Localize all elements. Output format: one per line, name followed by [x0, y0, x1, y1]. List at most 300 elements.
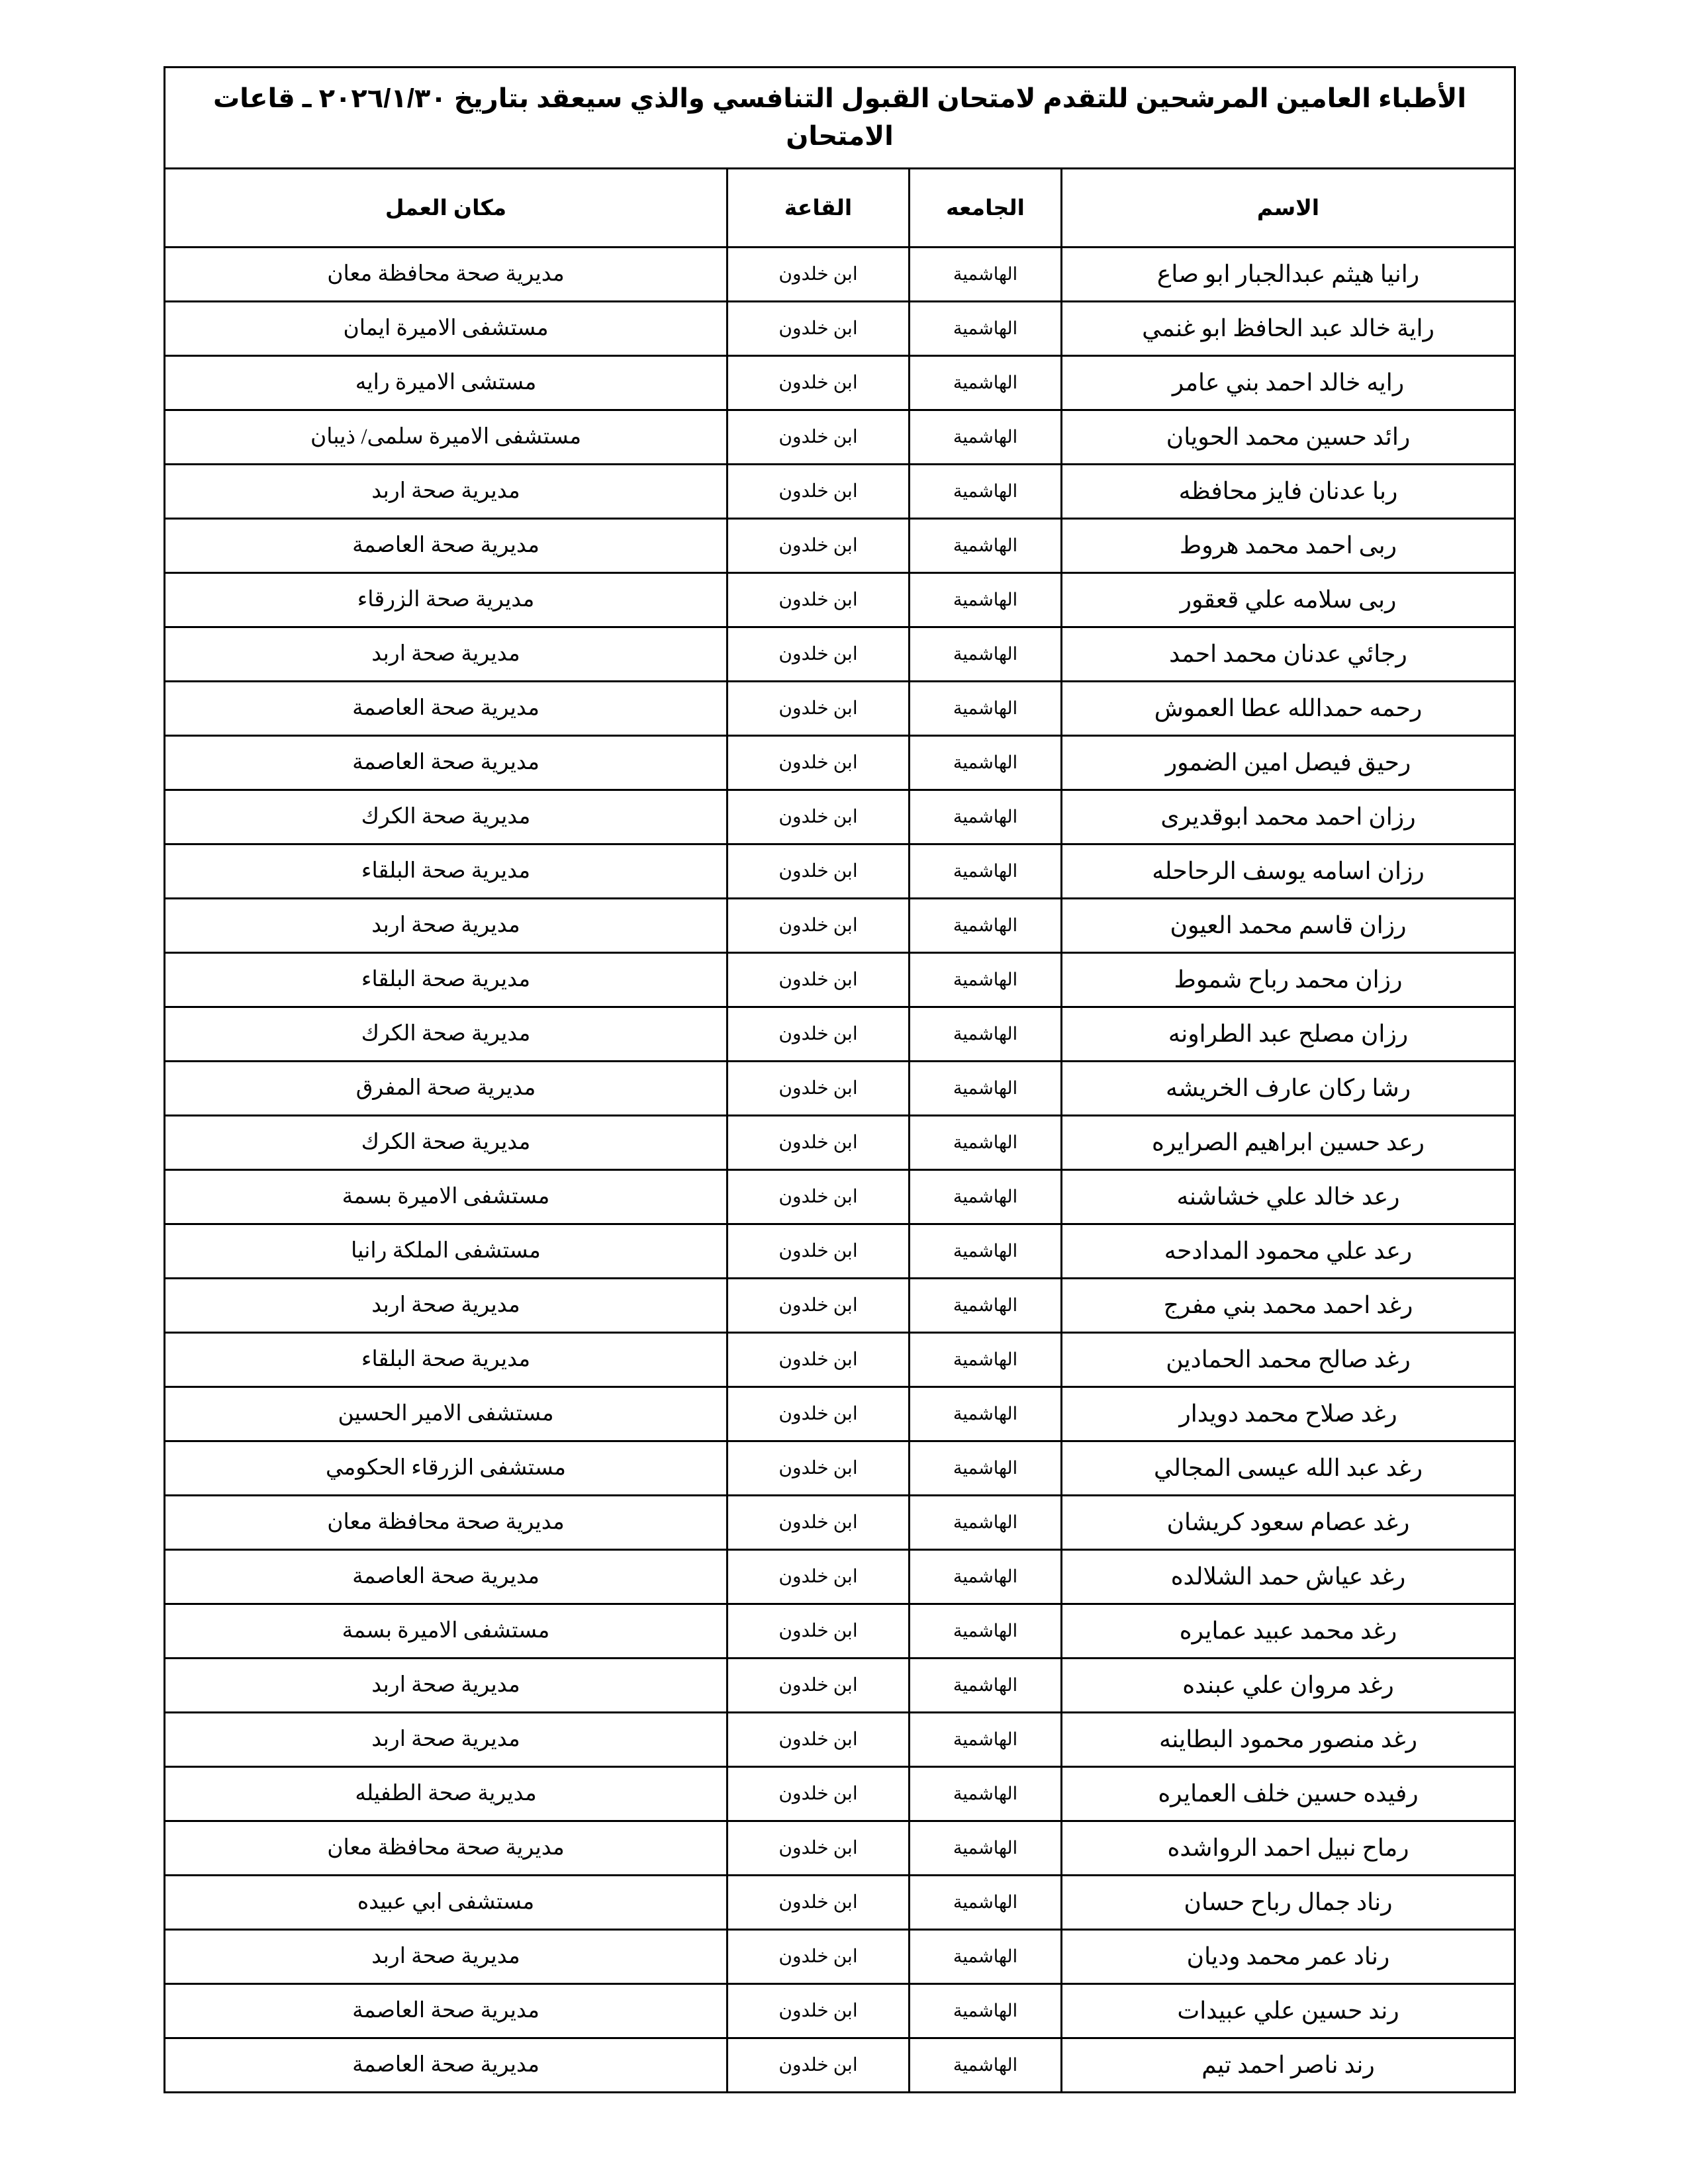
candidate-workplace: مديرية صحة العاصمة — [352, 1998, 539, 2023]
candidate-name: رايه خالد احمد بني عامر — [1172, 369, 1405, 396]
candidate-name-cell — [1062, 573, 1515, 627]
candidate-workplace: مديرية صحة الزرقاء — [357, 587, 535, 612]
candidate-workplace-cell — [165, 844, 727, 899]
candidate-university-cell — [910, 736, 1062, 790]
candidate-workplace-cell — [165, 1496, 727, 1550]
table-row — [165, 1550, 1515, 1604]
candidate-hall: ابن خلدون — [778, 1512, 858, 1533]
table-row — [165, 1116, 1515, 1170]
candidate-workplace: مستشفى الاميرة سلمى/ ذيبان — [310, 424, 582, 449]
candidate-workplace-cell — [165, 1333, 727, 1387]
candidate-hall-cell — [727, 248, 910, 302]
candidate-workplace: مديرية صحة البلقاء — [361, 967, 531, 991]
table-row — [165, 1821, 1515, 1876]
table-row — [165, 1876, 1515, 1930]
candidate-name: رزان قاسم محمد العيون — [1170, 912, 1407, 938]
candidate-hall: ابن خلدون — [778, 1946, 858, 1967]
candidate-university-cell — [910, 899, 1062, 953]
table-row — [165, 2038, 1515, 2093]
candidate-university-cell — [910, 1930, 1062, 1984]
table-row — [165, 682, 1515, 736]
candidate-university: الهاشمية — [953, 1240, 1018, 1261]
candidate-hall: ابن خلدون — [778, 1241, 858, 1261]
candidate-hall-cell — [727, 1767, 910, 1821]
candidate-name-cell — [1062, 899, 1515, 953]
candidate-hall-cell — [727, 790, 910, 844]
candidate-university: الهاشمية — [953, 1837, 1018, 1858]
candidate-hall-cell — [727, 1659, 910, 1713]
candidate-workplace-cell — [165, 410, 727, 465]
candidate-university: الهاشمية — [953, 1295, 1018, 1315]
candidate-workplace-cell — [165, 1007, 727, 1062]
candidate-name-cell — [1062, 1930, 1515, 1984]
candidate-workplace: مديرية صحة العاصمة — [352, 2052, 539, 2077]
table-row — [165, 1713, 1515, 1767]
candidate-university-cell — [910, 1279, 1062, 1333]
candidate-name-cell — [1062, 1821, 1515, 1876]
candidate-workplace-cell — [165, 953, 727, 1007]
candidate-workplace-cell — [165, 1116, 727, 1170]
candidate-workplace-cell — [165, 899, 727, 953]
candidate-hall: ابن خلدون — [778, 915, 858, 936]
candidate-university-cell — [910, 1170, 1062, 1224]
column-header-name — [1062, 169, 1515, 248]
candidate-workplace-cell — [165, 1876, 727, 1930]
table-row — [165, 1496, 1515, 1550]
candidate-hall-cell — [727, 1224, 910, 1279]
candidate-name-cell — [1062, 1876, 1515, 1930]
table-row — [165, 519, 1515, 573]
column-header-row — [165, 169, 1515, 248]
table-row — [165, 1930, 1515, 1984]
candidate-name-cell — [1062, 1713, 1515, 1767]
candidate-hall: ابن خلدون — [778, 318, 858, 339]
candidate-university-cell — [910, 248, 1062, 302]
candidate-university: الهاشمية — [953, 1946, 1018, 1966]
candidate-name: رزان احمد محمد ابوقديرى — [1160, 803, 1416, 830]
candidate-name-cell — [1062, 1279, 1515, 1333]
candidate-workplace: مستشفى الاميرة ايمان — [343, 316, 549, 340]
candidate-university: الهاشمية — [953, 915, 1018, 935]
table-row — [165, 573, 1515, 627]
candidate-workplace: مديرية صحة البلقاء — [361, 1347, 531, 1371]
candidate-workplace-cell — [165, 1767, 727, 1821]
candidate-workplace-cell — [165, 1224, 727, 1279]
candidate-hall-cell — [727, 1930, 910, 1984]
candidate-name: رشا ركان عارف الخريشه — [1165, 1075, 1411, 1101]
table-row — [165, 899, 1515, 953]
candidate-name: ربا عدنان فايز محافظه — [1178, 478, 1398, 504]
candidate-university-cell — [910, 1387, 1062, 1441]
candidate-university: الهاشمية — [953, 1620, 1018, 1641]
candidate-name: رزان مصلح عبد الطراونه — [1168, 1021, 1409, 1047]
table-row — [165, 1387, 1515, 1441]
candidate-name-cell — [1062, 410, 1515, 465]
candidate-workplace: مستشى الاميرة رايه — [355, 370, 537, 394]
candidate-workplace-cell — [165, 1387, 727, 1441]
candidate-name-cell — [1062, 1550, 1515, 1604]
candidate-name-cell — [1062, 1062, 1515, 1116]
exam-candidates-table — [164, 66, 1516, 2093]
candidate-university: الهاشمية — [953, 1077, 1018, 1098]
candidate-hall: ابن خلدون — [778, 1675, 858, 1696]
candidate-name: راية خالد عبد الحافظ ابو غنمي — [1142, 315, 1434, 341]
candidate-name: رغد منصور محمود البطاينه — [1159, 1726, 1417, 1752]
candidate-name: رعد خالد علي خشاشنه — [1176, 1183, 1400, 1210]
table-row — [165, 1279, 1515, 1333]
candidate-university: الهاشمية — [953, 806, 1018, 827]
candidate-workplace-cell — [165, 1659, 727, 1713]
candidate-university: الهاشمية — [953, 1729, 1018, 1749]
candidate-name-cell — [1062, 1007, 1515, 1062]
candidate-university: الهاشمية — [953, 1512, 1018, 1532]
candidate-name: رعد علي محمود المدادحه — [1164, 1238, 1413, 1264]
table-row — [165, 356, 1515, 410]
candidate-university-cell — [910, 1062, 1062, 1116]
candidate-university-cell — [910, 1984, 1062, 2038]
candidate-name-cell — [1062, 1116, 1515, 1170]
candidate-workplace: مديرية صحة الكرك — [361, 1021, 531, 1046]
candidate-university-cell — [910, 1116, 1062, 1170]
candidate-university-cell — [910, 1659, 1062, 1713]
candidate-workplace: مديرية صحة محافظة معان — [327, 1510, 565, 1534]
candidate-university: الهاشمية — [953, 1783, 1018, 1803]
candidate-university: الهاشمية — [953, 589, 1018, 610]
candidate-university-cell — [910, 1604, 1062, 1659]
table-row — [165, 1767, 1515, 1821]
candidate-hall-cell — [727, 736, 910, 790]
candidate-hall: ابن خلدون — [778, 1458, 858, 1479]
candidate-hall: ابن خلدون — [778, 752, 858, 773]
candidate-name: ربى احمد محمد هروط — [1179, 532, 1397, 559]
candidate-name: ربى سلامه علي قعقور — [1180, 586, 1397, 613]
candidate-university-cell — [910, 302, 1062, 356]
candidate-university-cell — [910, 1496, 1062, 1550]
candidate-name-cell — [1062, 302, 1515, 356]
candidate-name: رناد عمر محمد وديان — [1186, 1943, 1390, 1970]
candidate-name-cell — [1062, 1659, 1515, 1713]
candidate-workplace-cell — [165, 465, 727, 519]
candidate-name: رانيا هيثم عبدالجبار ابو صاع — [1156, 261, 1420, 287]
table-row — [165, 1441, 1515, 1496]
candidate-university: الهاشمية — [953, 535, 1018, 555]
candidate-workplace: مستشفى الاميرة بسمة — [342, 1184, 550, 1208]
table-row — [165, 1062, 1515, 1116]
candidate-hall-cell — [727, 1496, 910, 1550]
candidate-workplace: مستشفى الاميرة بسمة — [342, 1618, 550, 1643]
candidate-workplace-cell — [165, 1062, 727, 1116]
table-row — [165, 1984, 1515, 2038]
candidate-university: الهاشمية — [953, 752, 1018, 772]
candidate-hall: ابن خلدون — [778, 1132, 858, 1153]
candidate-workplace-cell — [165, 1441, 727, 1496]
candidate-university-cell — [910, 410, 1062, 465]
candidate-university-cell — [910, 573, 1062, 627]
candidate-workplace-cell — [165, 627, 727, 682]
candidate-workplace-cell — [165, 248, 727, 302]
candidate-workplace: مديرية صحة الكرك — [361, 1130, 531, 1154]
candidate-hall: ابن خلدون — [778, 2055, 858, 2075]
candidate-workplace-cell — [165, 1930, 727, 1984]
page-title: الأطباء العامين المرشحين للتقدم لامتحان القبول التنافسي والذي سيعقد بتاريخ ٢٠٢٦/١/٣٠ ـ قاعات الامتحان — [212, 84, 1467, 151]
candidate-university: الهاشمية — [953, 860, 1018, 881]
candidate-university: الهاشمية — [953, 2000, 1018, 2021]
candidate-university: الهاشمية — [953, 698, 1018, 718]
candidate-university: الهاشمية — [953, 1566, 1018, 1586]
candidate-hall-cell — [727, 1170, 910, 1224]
candidate-hall: ابن خلدون — [778, 1404, 858, 1424]
column-header-university-label: الجامعه — [946, 195, 1025, 220]
candidate-university: الهاشمية — [953, 2054, 1018, 2075]
candidate-workplace: مديرية صحة الطفيله — [355, 1781, 537, 1805]
candidate-workplace-cell — [165, 1170, 727, 1224]
column-header-name-label: الاسم — [1256, 195, 1320, 220]
candidate-hall-cell — [727, 1387, 910, 1441]
candidate-workplace: مديرية صحة اربد — [371, 1293, 520, 1317]
candidate-university-cell — [910, 953, 1062, 1007]
candidate-name: رزان اسامه يوسف الرحاحله — [1152, 858, 1425, 884]
candidate-name: رند ناصر احمد تيم — [1201, 2052, 1375, 2078]
candidate-name-cell — [1062, 790, 1515, 844]
candidate-hall-cell — [727, 1062, 910, 1116]
candidate-workplace: مستشفى الامير الحسين — [338, 1401, 554, 1426]
candidate-hall: ابن خلدون — [778, 373, 858, 393]
candidate-workplace-cell — [165, 519, 727, 573]
candidate-hall: ابن خلدون — [778, 1349, 858, 1370]
candidate-university-cell — [910, 1007, 1062, 1062]
candidate-university-cell — [910, 1821, 1062, 1876]
candidate-hall: ابن خلدون — [778, 1024, 858, 1044]
candidate-name-cell — [1062, 1170, 1515, 1224]
candidate-name-cell — [1062, 2038, 1515, 2093]
candidate-name-cell — [1062, 844, 1515, 899]
candidate-workplace-cell — [165, 1821, 727, 1876]
candidate-workplace: مديرية صحة العاصمة — [352, 533, 539, 557]
candidate-workplace-cell — [165, 573, 727, 627]
candidate-name: رماح نبيل احمد الرواشده — [1167, 1835, 1409, 1861]
candidate-hall: ابن خلدون — [778, 1892, 858, 1913]
candidate-hall: ابن خلدون — [778, 807, 858, 827]
candidate-workplace: مديرية صحة العاصمة — [352, 1564, 539, 1588]
candidate-hall-cell — [727, 1550, 910, 1604]
candidate-hall-cell — [727, 1604, 910, 1659]
candidate-university: الهاشمية — [953, 318, 1018, 338]
candidate-university-cell — [910, 1713, 1062, 1767]
candidate-university-cell — [910, 2038, 1062, 2093]
candidate-university: الهاشمية — [953, 1403, 1018, 1424]
candidate-name-cell — [1062, 519, 1515, 573]
candidate-name: رغد عياش حمد الشلالده — [1170, 1563, 1406, 1590]
candidate-hall-cell — [727, 302, 910, 356]
candidate-hall: ابن خلدون — [778, 1078, 858, 1099]
candidate-hall-cell — [727, 573, 910, 627]
candidate-workplace: مديرية صحة اربد — [371, 1727, 520, 1751]
candidate-university: الهاشمية — [953, 643, 1018, 664]
table-body — [165, 248, 1515, 2093]
table-row — [165, 1659, 1515, 1713]
candidate-workplace-cell — [165, 302, 727, 356]
candidate-name: رغد عصام سعود كريشان — [1166, 1509, 1410, 1535]
candidate-name: رزان محمد رباح شموط — [1174, 966, 1403, 993]
candidate-university-cell — [910, 844, 1062, 899]
table-row — [165, 736, 1515, 790]
candidate-hall: ابن خلدون — [778, 2001, 858, 2021]
candidate-workplace-cell — [165, 2038, 727, 2093]
candidate-hall-cell — [727, 1116, 910, 1170]
candidate-name: رغد صالح محمد الحمادين — [1166, 1346, 1411, 1373]
candidate-hall-cell — [727, 844, 910, 899]
candidate-workplace-cell — [165, 736, 727, 790]
candidate-university: الهاشمية — [953, 1349, 1018, 1369]
candidate-name: رعد حسين ابراهيم الصرايره — [1152, 1129, 1425, 1156]
candidate-workplace-cell — [165, 1604, 727, 1659]
candidate-workplace: مديرية صحة الكرك — [361, 804, 531, 829]
candidate-workplace: مديرية صحة العاصمة — [352, 750, 539, 774]
candidate-university-cell — [910, 627, 1062, 682]
candidate-hall-cell — [727, 1279, 910, 1333]
candidate-university-cell — [910, 356, 1062, 410]
candidate-hall: ابن خلدون — [778, 1187, 858, 1207]
table-row — [165, 410, 1515, 465]
candidate-workplace: مديرية صحة محافظة معان — [327, 1835, 565, 1860]
candidate-workplace-cell — [165, 1279, 727, 1333]
candidate-name-cell — [1062, 248, 1515, 302]
candidate-name-cell — [1062, 1387, 1515, 1441]
candidate-university: الهاشمية — [953, 426, 1018, 447]
candidate-hall: ابن خلدون — [778, 1838, 858, 1858]
candidate-hall-cell — [727, 2038, 910, 2093]
candidate-name-cell — [1062, 1496, 1515, 1550]
table-row — [165, 1333, 1515, 1387]
candidate-workplace: مستشفى ابي عبيده — [357, 1889, 535, 1914]
candidate-name-cell — [1062, 1604, 1515, 1659]
candidate-hall-cell — [727, 1441, 910, 1496]
candidate-name-cell — [1062, 953, 1515, 1007]
candidate-name: رغد محمد عبيد عمايره — [1179, 1617, 1397, 1644]
candidate-name: رند حسين علي عبيدات — [1177, 1997, 1399, 2024]
candidate-university: الهاشمية — [953, 1891, 1018, 1912]
candidate-university: الهاشمية — [953, 1132, 1018, 1152]
table-row — [165, 302, 1515, 356]
candidate-hall-cell — [727, 1007, 910, 1062]
candidate-name-cell — [1062, 1767, 1515, 1821]
candidate-university-cell — [910, 1876, 1062, 1930]
candidate-name-cell — [1062, 465, 1515, 519]
candidate-name: رناد جمال رباح حسان — [1184, 1889, 1393, 1915]
title-banner-row — [165, 68, 1515, 169]
candidate-hall-cell — [727, 953, 910, 1007]
candidate-name-cell — [1062, 627, 1515, 682]
candidate-workplace: مديرية صحة اربد — [371, 1944, 520, 1968]
column-header-hall-label: القاعة — [784, 195, 853, 220]
table-row — [165, 790, 1515, 844]
candidate-university: الهاشمية — [953, 969, 1018, 989]
candidate-hall: ابن خلدون — [778, 970, 858, 990]
candidate-university: الهاشمية — [953, 1186, 1018, 1206]
candidate-name: رغد احمد محمد بني مفرج — [1163, 1292, 1413, 1318]
table-row — [165, 844, 1515, 899]
candidate-hall: ابن خلدون — [778, 644, 858, 664]
candidate-university-cell — [910, 1767, 1062, 1821]
candidate-university-cell — [910, 1333, 1062, 1387]
candidate-university-cell — [910, 1550, 1062, 1604]
candidate-hall: ابن خلدون — [778, 264, 858, 285]
table-row — [165, 465, 1515, 519]
candidate-university-cell — [910, 519, 1062, 573]
column-header-workplace — [165, 169, 727, 248]
candidate-hall: ابن خلدون — [778, 1621, 858, 1641]
candidate-university: الهاشمية — [953, 1023, 1018, 1044]
candidate-hall: ابن خلدون — [778, 590, 858, 610]
candidate-hall-cell — [727, 410, 910, 465]
candidate-university-cell — [910, 790, 1062, 844]
candidate-name: رائد حسين محمد الحويان — [1166, 424, 1411, 450]
table-row — [165, 953, 1515, 1007]
candidate-workplace-cell — [165, 790, 727, 844]
candidate-name-cell — [1062, 1984, 1515, 2038]
candidate-name-cell — [1062, 736, 1515, 790]
candidate-name-cell — [1062, 1333, 1515, 1387]
table-row — [165, 1604, 1515, 1659]
candidate-hall: ابن خلدون — [778, 1295, 858, 1316]
candidate-workplace: مديرية صحة اربد — [371, 641, 520, 666]
table-head — [165, 68, 1515, 248]
candidate-university: الهاشمية — [953, 263, 1018, 284]
candidate-hall: ابن خلدون — [778, 481, 858, 502]
candidate-name: رحيق فيصل امين الضمور — [1165, 749, 1411, 776]
table-row — [165, 627, 1515, 682]
candidate-hall-cell — [727, 1876, 910, 1930]
candidate-hall-cell — [727, 356, 910, 410]
candidate-hall: ابن خلدون — [778, 1567, 858, 1587]
column-header-workplace-label: مكان العمل — [385, 195, 507, 220]
candidate-name: رغد عبد الله عيسى المجالي — [1154, 1455, 1423, 1481]
table-row — [165, 248, 1515, 302]
candidate-university-cell — [910, 682, 1062, 736]
candidate-name: رجائي عدنان محمد احمد — [1169, 641, 1407, 667]
candidate-university-cell — [910, 465, 1062, 519]
candidate-workplace: مديرية صحة اربد — [371, 1672, 520, 1697]
candidate-workplace: مديرية صحة البلقاء — [361, 858, 531, 883]
candidate-hall: ابن خلدون — [778, 1784, 858, 1804]
candidate-hall-cell — [727, 519, 910, 573]
candidate-name-cell — [1062, 1441, 1515, 1496]
candidate-workplace: مديرية صحة محافظة معان — [327, 261, 565, 286]
candidate-university-cell — [910, 1224, 1062, 1279]
candidate-workplace: مديرية صحة اربد — [371, 478, 520, 503]
candidate-name: رغد صلاح محمد دويدار — [1179, 1400, 1397, 1427]
document-body — [169, 66, 1516, 2093]
column-header-hall — [727, 169, 910, 248]
candidate-hall-cell — [727, 465, 910, 519]
candidate-hall-cell — [727, 627, 910, 682]
candidate-workplace: مستشفى الزرقاء الحكومي — [326, 1455, 566, 1480]
candidate-university-cell — [910, 1441, 1062, 1496]
candidate-university: الهاشمية — [953, 1674, 1018, 1695]
candidate-hall-cell — [727, 1333, 910, 1387]
candidate-hall-cell — [727, 682, 910, 736]
candidate-name: رفيده حسين خلف العمايره — [1158, 1780, 1419, 1807]
candidate-name: رحمه حمدالله عطا العموش — [1154, 695, 1423, 721]
candidate-hall-cell — [727, 1821, 910, 1876]
candidate-hall: ابن خلدون — [778, 698, 858, 719]
candidate-name-cell — [1062, 682, 1515, 736]
candidate-name: رغد مروان علي عبنده — [1182, 1672, 1394, 1698]
candidate-workplace: مديرية صحة اربد — [371, 913, 520, 937]
candidate-workplace-cell — [165, 1713, 727, 1767]
candidate-university: الهاشمية — [953, 1457, 1018, 1478]
candidate-name-cell — [1062, 356, 1515, 410]
